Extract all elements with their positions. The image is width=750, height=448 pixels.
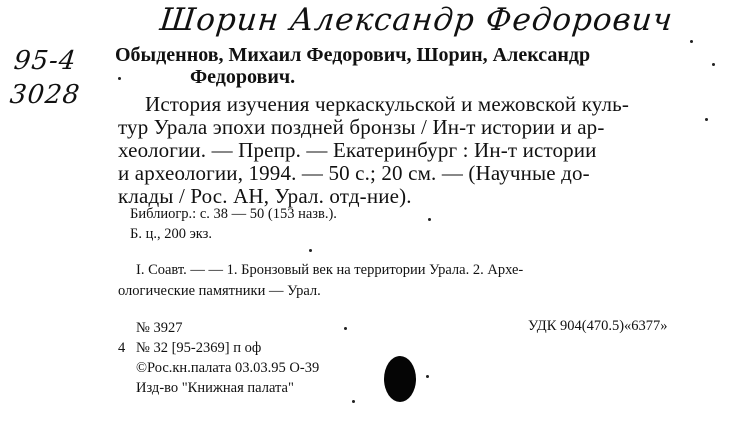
handwritten-code-top: 95-4 (12, 46, 78, 76)
subjects-line-1: I. Соавт. — — 1. Бронзовый век на территории Урала. 2. Архе- (136, 262, 524, 278)
price-copies-note: Б. ц., 200 экз. (130, 226, 213, 242)
record-number: № 32 [95-2369] п оф (136, 340, 262, 356)
copyright-line: ©Рос.кн.палата 03.03.95 О-39 (136, 360, 320, 376)
scan-speck (712, 63, 715, 66)
item-number: 4 (118, 340, 126, 356)
handwritten-author-name: Шорин Александр Федорович (158, 2, 675, 38)
scan-speck (118, 77, 121, 80)
handwritten-code-bottom: 3028 (8, 80, 82, 110)
heading-authors-line2: Федорович. (190, 66, 296, 88)
scan-speck (309, 249, 312, 252)
udk-code: УДК 904(470.5)«6377» (528, 318, 668, 334)
card-number: № 3927 (136, 320, 183, 336)
ink-blot (384, 356, 416, 402)
heading-authors-line1: Обыденнов, Михаил Федорович, Шорин, Александр (115, 44, 591, 66)
scan-speck (344, 327, 347, 330)
scan-speck (428, 218, 431, 221)
description-line-4: и археологии, 1994. — 50 с.; 20 см. — (Научные до- (118, 161, 590, 185)
description-line-2: тур Урала эпохи поздней бронзы / Ин-т истории и ар- (118, 115, 605, 139)
scan-speck (352, 400, 355, 403)
bibliography-note: Библиогр.: с. 38 — 50 (153 назв.). (130, 206, 337, 222)
description-line-1: История изучения черкаскульской и межовской куль- (145, 92, 629, 116)
publisher-line: Изд-во "Книжная палата" (136, 380, 294, 396)
scan-speck (690, 40, 693, 43)
scan-speck (705, 118, 708, 121)
scan-speck (426, 375, 429, 378)
description-line-5: клады / Рос. АН, Урал. отд-ние). (118, 184, 412, 208)
description-line-3: хеологии. — Препр. — Екатеринбург : Ин-т истории (118, 138, 597, 162)
subjects-line-2: ологические памятники — Урал. (118, 283, 321, 299)
